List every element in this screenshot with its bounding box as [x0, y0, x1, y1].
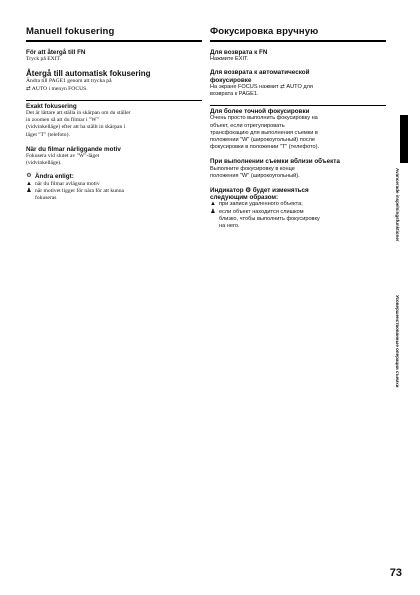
- person-icon: ♟: [26, 187, 32, 194]
- text-near-1-sv: Fokusera vid slutet av "W"-läget: [26, 153, 100, 160]
- text-exact-ru-5: фокусировки в положении "T" (телефото).: [210, 144, 320, 151]
- side-label-sv: Avancerade inspelningsfunktioner: [395, 168, 400, 242]
- text-near-item-sv-a: när motivet ligger för nära för att kunna: [35, 187, 125, 194]
- text-near-item-ru: [219, 209, 320, 231]
- text-near-2-sv: (vidvinkelläge).: [26, 160, 62, 167]
- text-exact-2-sv: in zoomen så att du filmar i "W": [26, 117, 99, 124]
- divider: [210, 105, 386, 106]
- text-exact-ru-1: Очень просто выполнить фокусировку на: [210, 115, 318, 122]
- heading-near-ru: При выполнении съемки вблизи объекта: [210, 158, 340, 166]
- focus-icon: ⚙: [26, 173, 32, 180]
- focus-change-heading-sv: [26, 173, 202, 180]
- mountain-icon: ▲: [210, 201, 216, 208]
- text-near-item-sv-b: fokuseras: [35, 195, 57, 202]
- heading-autofocus-ru-1: Для возврата к автоматической: [210, 69, 310, 77]
- text-near-item-ru-c: на него.: [219, 223, 240, 230]
- list-item: [210, 201, 386, 208]
- person-icon: ♟: [210, 208, 216, 215]
- heading-change-sv: Ändra enligt:: [35, 173, 74, 181]
- text-autofocus-ru-2: возврата к PAGE1.: [210, 91, 259, 98]
- text-far-sv: när du filmar avlägsna motiv: [35, 180, 100, 187]
- text-exact-ru-3: трансфокацию для выполнения съемки в: [210, 129, 318, 136]
- list-item: [26, 188, 202, 202]
- heading-near-sv: När du filmar närliggande motiv: [26, 145, 121, 153]
- text-near-item-ru-b: близко, чтобы выполнить фокусировку: [219, 215, 320, 222]
- text-near-item-sv: [35, 188, 124, 202]
- text-autofocus-ru-1: На экране FOCUS нажмит ⇄ AUTO для: [210, 83, 313, 90]
- text-autofocus-1-sv: Ändra till PAGE1 genom att trycka på: [26, 78, 112, 85]
- text-near-item-ru-a: если объект находится слишком: [219, 208, 304, 215]
- divider: [26, 100, 202, 101]
- side-label-ru: Усовершенствованные операции съемки: [395, 295, 400, 388]
- text-exact-ru-4: положении "W" (широкоугольный) после: [210, 137, 316, 144]
- heading-exact-focus-ru: Для более точной фокусировки: [210, 108, 310, 116]
- heading-autofocus-sv: Återgå till automatisk fokusering: [26, 69, 151, 79]
- page-title-ru: Фокусировка вручную: [210, 26, 386, 42]
- heading-indicator-ru-1: Индикатор ⚙ будет изменяться: [210, 187, 309, 195]
- text-exact-ru-2: объект, если отрегулировать: [210, 122, 285, 129]
- heading-autofocus-ru-2: фокусировке: [210, 76, 252, 84]
- text-autofocus-2-sv: ⇄ AUTO i menyn FOCUS.: [26, 85, 88, 92]
- text-near-ru-2: положения "W" (широкоугольный).: [210, 172, 300, 179]
- list-item: [210, 209, 386, 231]
- page-number: 73: [389, 567, 402, 579]
- page-title-sv: Manuell fokusering: [26, 26, 202, 42]
- text-exact-4-sv: läget "T" (telefoto).: [26, 131, 70, 138]
- section-tab-marker: [400, 115, 408, 163]
- text-far-ru: при записи удаленного объекта;: [219, 201, 303, 208]
- text-return-fn-sv: Tryck på EXIT.: [26, 56, 61, 63]
- text-return-fn-ru: Нажмите EXIT.: [210, 56, 249, 63]
- heading-exact-focus-sv: Exakt fokusering: [26, 102, 77, 110]
- text-exact-3-sv: (vidvinkelläge) efter att ha ställt in skärpan i: [26, 124, 126, 131]
- text-near-ru-1: Выполните фокусировку в конце: [210, 165, 295, 172]
- heading-return-fn-ru: Для возврата к FN: [210, 49, 268, 56]
- heading-return-fn-sv: För att återgå till FN: [26, 49, 86, 56]
- list-item: [26, 181, 202, 188]
- swedish-column: [26, 26, 202, 202]
- text-exact-1-sv: Det är lättare att ställa in skärpan om du ställer: [26, 110, 131, 117]
- mountain-icon: ▲: [26, 180, 32, 187]
- russian-column: [210, 26, 386, 230]
- heading-indicator-ru-2: следующим образом:: [210, 194, 279, 202]
